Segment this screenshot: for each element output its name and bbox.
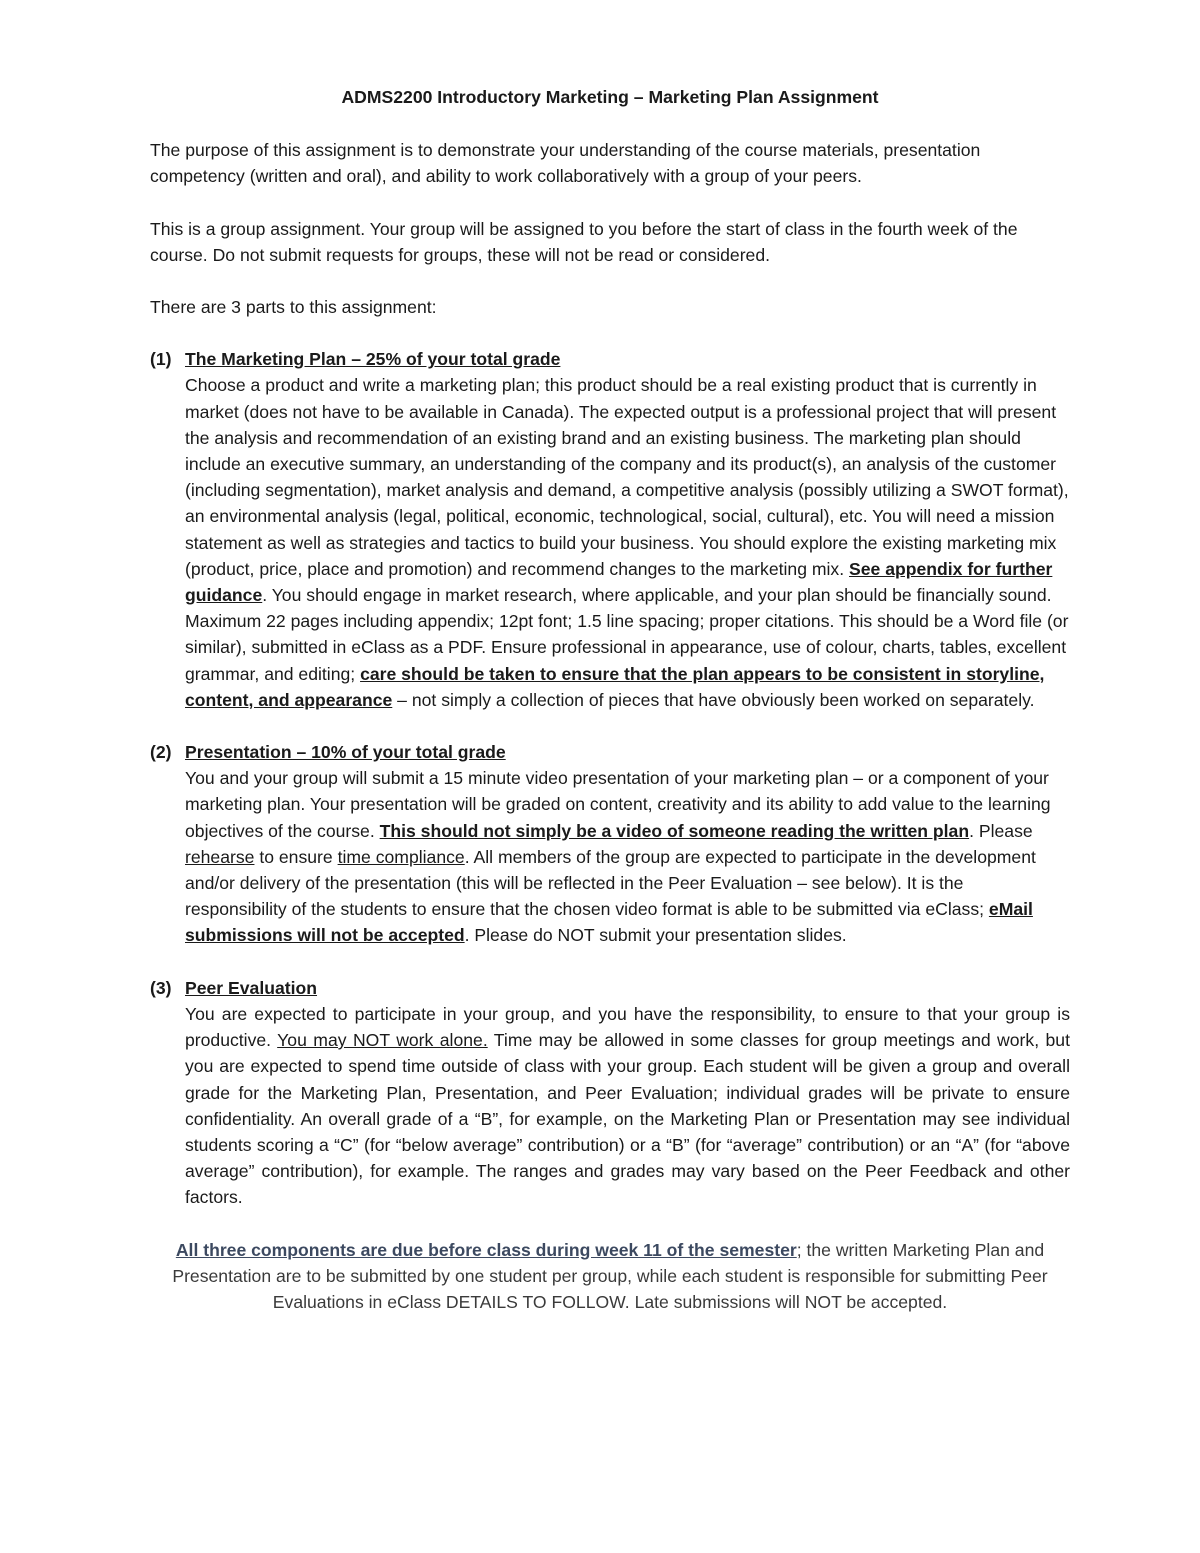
body-text: to ensure — [254, 846, 338, 867]
due-date-text: ; the written Marketing Plan and Presentation are to be submitted by one student per group, while each student is responsible for submitting Peer Evaluations in eClass DETAILS TO FOLLOW. Late submissions will NOT be accepted. — [172, 1239, 1048, 1312]
section-body — [185, 765, 1070, 948]
document-title: ADMS2200 Introductory Marketing – Marketing Plan Assignment — [341, 87, 879, 107]
section-number: (1) — [150, 349, 172, 370]
intro-group: This is a group assignment. Your group will be assigned to you before the start of class in the fourth week of the course. Do not submit requests for groups, these will not be read or considered. — [150, 218, 1018, 265]
body-text: Choose a product and write a marketing plan; this product should be a real existing product that is currently in market (does not have to be available in Canada). The expected output is a professional project that will present the analysis and recommendation of an existing brand and an existing business. The marketing plan should include an executive summary, an understanding of the company and its product(s), an analysis of the customer (including segmentation), market analysis and demand, a competitive analysis (possibly utilizing a SWOT format), an environmental analysis (legal, political, economic, technological, social, cultural), etc. You will need a mission statement as well as strategies and tactics to build your business. You should explore the existing marketing mix (product, price, place and promotion) and recommend changes to the marketing mix. — [185, 375, 1069, 579]
body-text: You and your group will submit a 15 minute video presentation of your marketing plan – or a component of your marketing plan. Your presentation will be graded on content, creativity and its ability to add value to the learning objectives of the course. — [185, 768, 1051, 841]
emphasis-text: care should be taken to ensure that the plan appears to be consistent in storyline, content, and appearance — [185, 663, 1045, 710]
section-number: (3) — [150, 977, 172, 998]
section-heading: The Marketing Plan – 25% of your total grade — [185, 349, 561, 370]
underlined-text: rehearse — [185, 846, 255, 867]
intro-parts: There are 3 parts to this assignment: — [150, 297, 437, 318]
underlined-text: You may NOT work alone. — [277, 1030, 488, 1051]
section-heading: Presentation – 10% of your total grade — [185, 742, 506, 763]
emphasis-text: See appendix for further guidance — [185, 558, 1053, 606]
due-date-note — [150, 1237, 1070, 1316]
section-heading: Peer Evaluation — [185, 977, 318, 998]
body-text: . All members of the group are expected to participate in the development and/or delivery of the presentation (this will be reflected in the Peer Evaluation – see below). It is the responsibility of the students to ensure that the chosen video format is able to be submitted via eClass; — [185, 846, 1036, 920]
body-text: . Please do NOT submit your presentation slides. — [464, 925, 847, 946]
emphasis-text: This should not simply be a video of someone reading the written plan — [379, 820, 970, 841]
underlined-text: time compliance — [337, 846, 465, 867]
section-peer-evaluation — [150, 975, 1070, 1211]
section-number: (2) — [150, 742, 172, 763]
body-text: Time may be allowed in some classes for group meetings and work, but you are expected to spend time outside of class with your group. Each student will be given a group and overall grade for the Marketing Plan, Presentation, and Peer Evaluation; individual grades will be private to ensure confidentiality. An overall grade of a “B”, for example, on the Marketing Plan or Presentation may see individual students scoring a “C” (for “below average” contribution) or a “B” (for “average” contribution) or an “A” (for “above average” contribution), for example. The ranges and grades may vary based on the Peer Feedback and other factors. — [185, 1030, 1070, 1208]
emphasis-text: eMail submissions will not be accepted — [185, 899, 1033, 946]
section-body — [185, 372, 1070, 713]
section-body — [185, 1001, 1070, 1211]
body-text: You are expected to participate in your group, and you have the responsibility, to ensure to that your group is productive. — [185, 1003, 1070, 1051]
body-text: . You should engage in market research, where applicable, and your plan should be financially sound. Maximum 22 pages including appendix; 12pt font; 1.5 line spacing; proper citations. This should be a Word file (or similar), submitted in eClass as a PDF. Ensure professional in appearance, use of colour, charts, tables, excellent grammar, and editing; — [185, 585, 1069, 684]
document-page — [150, 84, 1070, 1315]
intro-purpose: The purpose of this assignment is to demonstrate your understanding of the course materials, presentation competency (written and oral), and ability to work collaboratively with a group of your peers. — [150, 140, 981, 187]
body-text: – not simply a collection of pieces that have obviously been worked on separately. — [392, 689, 1035, 710]
section-marketing-plan — [150, 346, 1070, 713]
section-presentation — [150, 739, 1070, 949]
body-text: . Please — [969, 820, 1033, 841]
due-date-emphasis: All three components are due before class during week 11 of the semester — [175, 1239, 797, 1260]
